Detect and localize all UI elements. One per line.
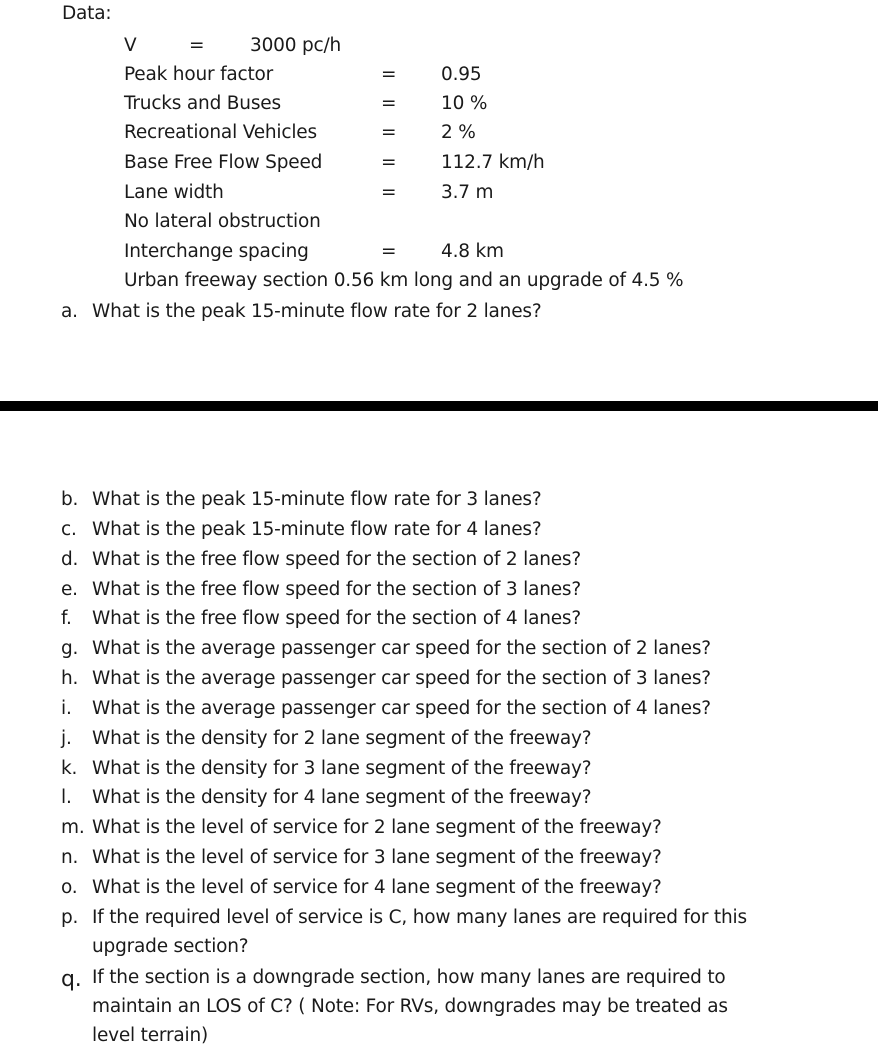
interchange-spacing-equals: =: [381, 241, 397, 262]
v-value: 3000 pc/h: [250, 35, 342, 56]
question-letter: f.: [61, 608, 72, 629]
question-text: If the section is a downgrade section, how many lanes are required to: [92, 967, 726, 988]
question-letter: j.: [61, 728, 72, 749]
question-text: What is the average passenger car speed for the section of 2 lanes?: [92, 638, 711, 659]
question-text: What is the free flow speed for the section of 3 lanes?: [92, 579, 581, 600]
question-letter: p.: [61, 907, 79, 928]
question-letter: b.: [61, 489, 79, 510]
trucks-buses-label: Trucks and Buses: [124, 93, 281, 114]
interchange-spacing-label: Interchange spacing: [124, 241, 309, 262]
v-equals: =: [189, 35, 205, 56]
question-letter: d.: [61, 549, 79, 570]
recreational-vehicles-label: Recreational Vehicles: [124, 122, 317, 143]
question-letter: i.: [61, 698, 72, 719]
question-text: What is the level of service for 2 lane segment of the freeway?: [92, 817, 662, 838]
data-heading: Data:: [62, 3, 112, 24]
question-letter: k.: [61, 758, 78, 779]
question-letter: n.: [61, 847, 79, 868]
peak-hour-factor-equals: =: [381, 64, 397, 85]
question-text-continued: level terrain): [92, 1025, 209, 1046]
question-letter: a.: [61, 301, 78, 322]
freeway-section-note: Urban freeway section 0.56 km long and an upgrade of 4.5 %: [124, 270, 684, 291]
question-letter: m.: [61, 817, 85, 838]
question-letter: c.: [61, 519, 77, 540]
base-free-flow-speed-equals: =: [381, 152, 397, 173]
question-text: If the required level of service is C, how many lanes are required for this: [92, 907, 747, 928]
lane-width-label: Lane width: [124, 182, 224, 203]
section-divider: [0, 401, 878, 411]
trucks-buses-equals: =: [381, 93, 397, 114]
question-letter: q.: [61, 967, 82, 992]
question-text: What is the density for 2 lane segment of the freeway?: [92, 728, 592, 749]
question-text-continued: upgrade section?: [92, 936, 249, 957]
peak-hour-factor-label: Peak hour factor: [124, 64, 274, 85]
question-text: What is the peak 15-minute flow rate for 4 lanes?: [92, 519, 542, 540]
question-text: What is the level of service for 3 lane segment of the freeway?: [92, 847, 662, 868]
question-text: What is the level of service for 4 lane segment of the freeway?: [92, 877, 662, 898]
interchange-spacing-value: 4.8 km: [441, 241, 504, 262]
base-free-flow-speed-value: 112.7 km/h: [441, 152, 545, 173]
question-text: What is the peak 15-minute flow rate for 3 lanes?: [92, 489, 542, 510]
trucks-buses-value: 10 %: [441, 93, 488, 114]
lateral-obstruction-note: No lateral obstruction: [124, 211, 321, 232]
question-letter: e.: [61, 579, 78, 600]
question-text: What is the peak 15-minute flow rate for 2 lanes?: [92, 301, 542, 322]
lane-width-equals: =: [381, 182, 397, 203]
question-text: What is the density for 3 lane segment of the freeway?: [92, 758, 592, 779]
lane-width-value: 3.7 m: [441, 182, 494, 203]
question-text: What is the average passenger car speed for the section of 3 lanes?: [92, 668, 711, 689]
question-text: What is the free flow speed for the section of 2 lanes?: [92, 549, 581, 570]
recreational-vehicles-value: 2 %: [441, 122, 476, 143]
question-letter: g.: [61, 638, 79, 659]
base-free-flow-speed-label: Base Free Flow Speed: [124, 152, 323, 173]
question-letter: l.: [61, 787, 72, 808]
question-letter: h.: [61, 668, 79, 689]
question-letter: o.: [61, 877, 78, 898]
question-text: What is the average passenger car speed for the section of 4 lanes?: [92, 698, 711, 719]
question-text: What is the density for 4 lane segment of the freeway?: [92, 787, 592, 808]
peak-hour-factor-value: 0.95: [441, 64, 482, 85]
recreational-vehicles-equals: =: [381, 122, 397, 143]
question-text-continued: maintain an LOS of C? ( Note: For RVs, downgrades may be treated as: [92, 996, 728, 1017]
question-text: What is the free flow speed for the section of 4 lanes?: [92, 608, 581, 629]
v-label: V: [124, 35, 137, 56]
